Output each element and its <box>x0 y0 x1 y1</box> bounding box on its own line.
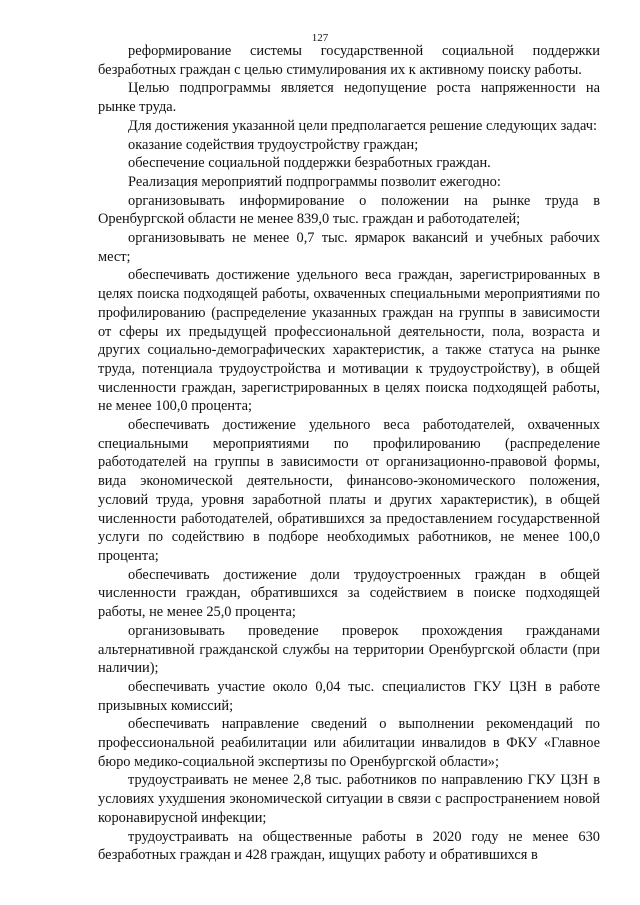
list-item: оказание содействия трудоустройству граждан; <box>128 136 419 153</box>
list-item: обеспечивать достижение доли трудоустроенных граждан в общей численности граждан, обратившихся за содействием в поиске подходящей работы, не менее 25,0 процента; <box>98 566 600 621</box>
list-item: трудоустраивать не менее 2,8 тыс. работников по направлению ГКУ ЦЗН в условиях ухудшения экономической ситуации в связи с распространением новой коронавирусной инфекции; <box>98 772 600 826</box>
paragraph: реформирование системы государственной социальной поддержки безработных граждан с целью стимулирования их к активному поиску работы. <box>98 43 600 78</box>
body-text <box>98 42 600 865</box>
list-item: обеспечивать достижение удельного веса работодателей, охваченных специальными мероприятиями по профилированию (распределение работодателей на группы в зависимости от организационно-правовой формы, вида экономической деятельности, финансово-экономического положения, условий труда, уровня заработной платы и других характеристик), в общей численности работодателей, обратившихся за предоставлением государственной услуги по содействию в подборе необходимых работников, не менее 100,0 процента; <box>98 417 600 564</box>
paragraph: Реализация мероприятий подпрограммы позволит ежегодно: <box>128 173 501 190</box>
list-item: обеспечивать участие около 0,04 тыс. специалистов ГКУ ЦЗН в работе призывных комиссий; <box>98 678 600 714</box>
list-item: организовывать не менее 0,7 тыс. ярмарок вакансий и учебных рабочих мест; <box>98 230 600 265</box>
page-number: 127 <box>311 32 329 44</box>
list-item: обеспечивать направление сведений о выполнении рекомендаций по профессиональной реабилитации или абилитации инвалидов в ФКУ «Главное бюро медико-социальной экспертизы по Оренбургской области»; <box>98 716 600 770</box>
list-item: обеспечение социальной поддержки безработных граждан. <box>128 155 491 172</box>
paragraph: Целью подпрограммы является недопущение роста напряженности на рынке труда. <box>98 80 600 116</box>
list-item: обеспечивать достижение удельного веса граждан, зарегистрированных в целях поиска подходящей работы, охваченных специальными мероприятиями по профилированию (распределение указанных граждан на группы в зависимости от сферы их предыдущей профессиональной деятельности, пола, возраста и других социально-демографических характеристик, а также статуса на рынке труда, потенциала трудоустройства и мотивации к трудоустройству), в общей численности граждан, зарегистрированных в целях поиска подходящей работы, не менее 100,0 процента; <box>98 267 600 415</box>
list-item: трудоустраивать на общественные работы в 2020 году не менее 630 безработных граждан и 428 граждан, ищущих работу и обратившихся в <box>98 828 600 864</box>
paragraph: Для достижения указанной цели предполагается решение следующих задач: <box>128 117 598 134</box>
list-item: организовывать информирование о положении на рынке труда в Оренбургской области не менее 839,0 тыс. граждан и работодателей; <box>98 192 600 228</box>
list-item: организовывать проведение проверок прохождения гражданами альтернативной гражданской службы на территории Оренбургской области (при наличии); <box>98 622 600 677</box>
